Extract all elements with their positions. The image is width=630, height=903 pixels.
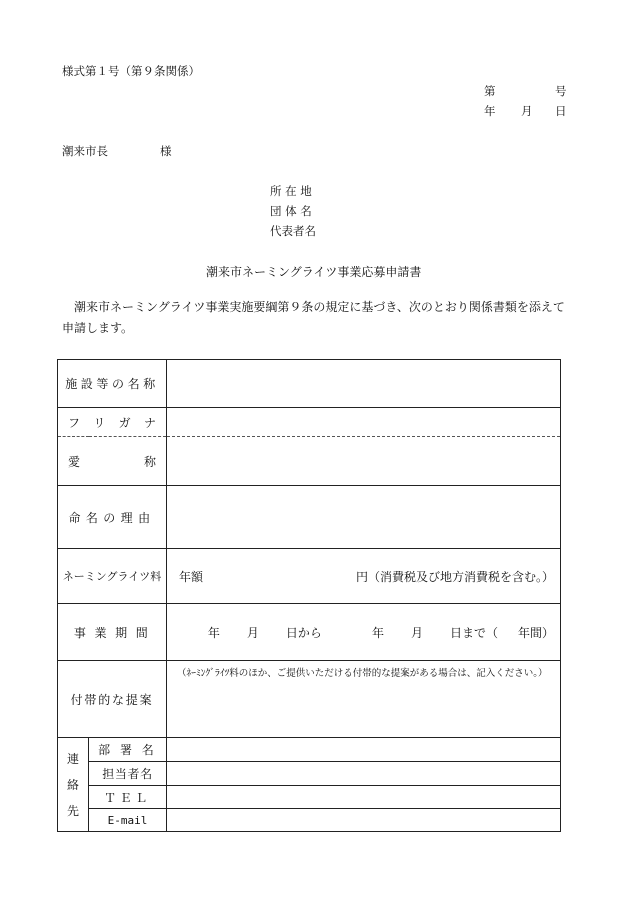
label-proposal: 付帯的な提案 [58, 661, 167, 738]
applicant-rep-label: 代表者名 [270, 224, 316, 238]
field-person[interactable] [167, 762, 561, 786]
furigana-char: フ [68, 415, 81, 430]
nickname-char: 愛 [68, 454, 81, 469]
intro-text: 潮来市ネーミングライツ事業実施要綱第９条の規定に基づき、次のとおり関係書類を添えて申請します。 [62, 300, 565, 335]
furigana-char: ガ [118, 415, 131, 430]
label-facility-name: 施設等の名称 [58, 360, 167, 408]
field-furigana[interactable] [167, 408, 561, 437]
contact-char: 先 [66, 803, 79, 818]
period-years: 年間） [517, 625, 554, 640]
label-fee: ネーミングライツ料 [58, 549, 167, 604]
addressee-name: 潮来市長 [62, 144, 108, 158]
label-contact [58, 738, 89, 832]
furigana-char: リ [93, 415, 106, 430]
period-year-end: 年 [371, 625, 384, 640]
application-table [57, 359, 561, 832]
period-year-start: 年 [207, 625, 220, 640]
field-nickname[interactable] [167, 437, 561, 486]
period-month-end: 月 [410, 625, 423, 640]
label-tel: ＴＥＬ [89, 786, 167, 809]
proposal-note: （ﾈｰﾐﾝｸﾞﾗｲﾂ料のほか、ご提供いただける付帯的な提案がある場合は、記入ください。） [177, 668, 548, 679]
label-person: 担当者名 [89, 762, 167, 786]
period-month-start: 月 [246, 625, 259, 640]
label-dept: 部 署 名 [89, 738, 167, 762]
document-title: 潮来市ネーミングライツ事業応募申請書 [206, 265, 422, 279]
field-dept[interactable] [167, 738, 561, 762]
date-month: 月 [521, 104, 533, 118]
field-period[interactable] [167, 604, 561, 661]
contact-char: 連 [66, 751, 79, 766]
doc-number-dai: 第 [484, 84, 496, 98]
label-email: E-mail [89, 809, 167, 832]
intro-paragraph [62, 297, 572, 339]
date-year: 年 [484, 104, 496, 118]
applicant-address-label: 所 在 地 [270, 184, 312, 198]
field-facility-name[interactable] [167, 360, 561, 408]
period-day-end: 日まで（ [449, 625, 498, 640]
field-fee[interactable] [167, 549, 561, 604]
applicant-group-label: 団 体 名 [270, 204, 312, 218]
field-tel[interactable] [167, 786, 561, 809]
furigana-char: ナ [143, 415, 156, 430]
label-nickname [58, 437, 167, 486]
form-number: 様式第１号（第９条関係） [62, 64, 200, 78]
addressee-honorific: 様 [160, 144, 172, 158]
date-day: 日 [555, 104, 567, 118]
contact-char: 絡 [66, 777, 79, 792]
nickname-char: 称 [143, 454, 156, 469]
field-email[interactable] [167, 809, 561, 832]
label-period: 事 業 期 間 [58, 604, 167, 661]
label-reason: 命名の理由 [58, 486, 167, 549]
doc-number-go: 号 [555, 84, 567, 98]
field-reason[interactable] [167, 486, 561, 549]
period-day-start: 日から [285, 625, 322, 640]
fee-annual: 年額 [179, 569, 204, 584]
fee-yen-note: 円（消費税及び地方消費税を含む。） [355, 569, 554, 584]
label-furigana [58, 408, 167, 437]
field-proposal[interactable] [167, 661, 561, 738]
